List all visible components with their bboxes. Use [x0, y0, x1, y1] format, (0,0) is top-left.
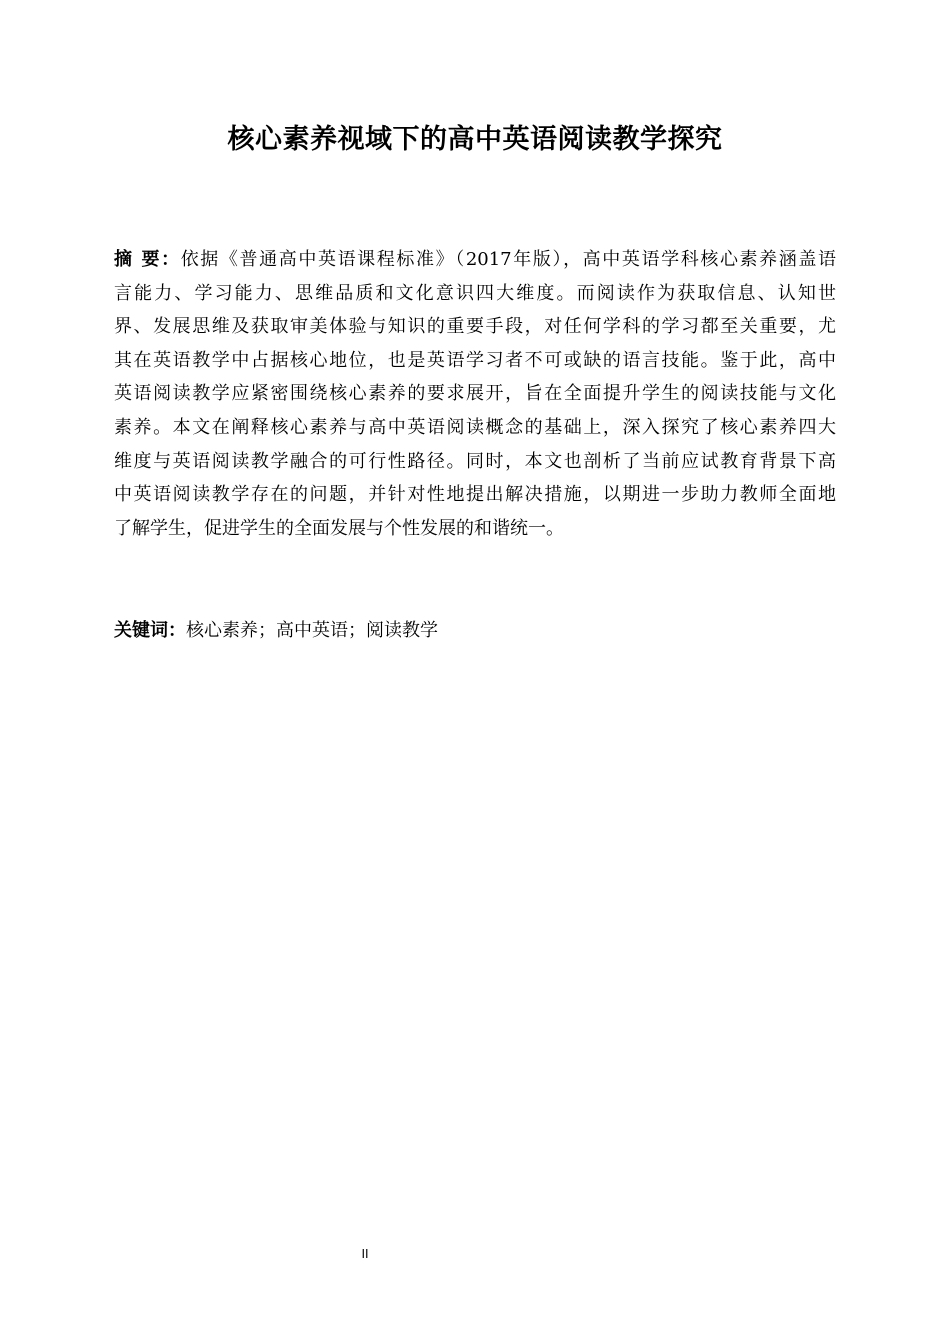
- abstract-text: 依据《普通高中英语课程标准》（2017年版），高中英语学科核心素养涵盖语: [180, 249, 836, 270]
- abstract-line: 言能力、学习能力、思维品质和文化意识四大维度。而阅读作为获取信息、认知世: [114, 282, 836, 304]
- abstract-line: 了解学生，促进学生的全面发展与个性发展的和谐统一。: [114, 517, 564, 539]
- abstract-line: 英语阅读教学应紧密围绕核心素养的要求展开，旨在全面提升学生的阅读技能与文化: [114, 383, 836, 405]
- keywords-section: [114, 616, 836, 646]
- abstract-line: 其在英语教学中占据核心地位，也是英语学习者不可或缺的语言技能。鉴于此，高中: [114, 349, 836, 371]
- abstract-line: 中英语阅读教学存在的问题，并针对性地提出解决措施，以期进一步助力教师全面地: [114, 484, 836, 506]
- document-title: 核心素养视域下的高中英语阅读教学探究: [227, 124, 723, 155]
- page-number: II: [361, 1247, 369, 1261]
- abstract-line: 维度与英语阅读教学融合的可行性路径。同时，本文也剖析了当前应试教育背景下高: [114, 450, 836, 472]
- abstract-line: 界、发展思维及获取审美体验与知识的重要手段，对任何学科的学习都至关重要，尤: [114, 316, 836, 338]
- abstract-line: 素养。本文在阐释核心素养与高中英语阅读概念的基础上，深入探究了核心素养四大: [114, 416, 836, 438]
- keywords-label: 关键词：: [114, 620, 186, 641]
- abstract-label: 摘 要：: [114, 249, 181, 270]
- keywords-text: 核心素养；高中英语；阅读教学: [186, 620, 438, 641]
- abstract-line: [114, 243, 836, 277]
- abstract-section: [114, 243, 836, 545]
